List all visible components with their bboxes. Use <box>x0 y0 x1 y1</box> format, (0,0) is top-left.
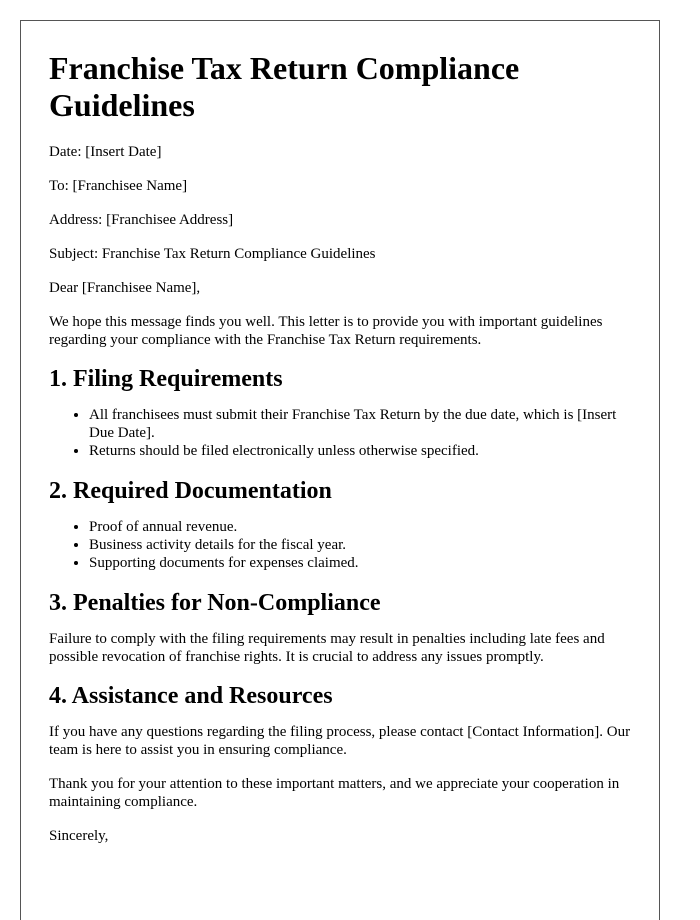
documentation-list <box>49 518 631 572</box>
list-item: • Business activity details for the fiscal year. <box>89 536 631 554</box>
recipient-line: To: [Franchisee Name] <box>49 178 188 194</box>
sign-off: Sincerely, <box>49 828 109 844</box>
closing-paragraph: Thank you for your attention to these important matters, and we appreciate your cooperation in maintaining compliance. <box>49 776 620 810</box>
letter-page <box>20 20 660 920</box>
list-item: • Proof of annual revenue. <box>89 518 631 536</box>
filing-requirements-list <box>49 406 631 460</box>
section-heading-documentation: 2. Required Documentation <box>49 478 332 504</box>
section-heading-penalties: 3. Penalties for Non-Compliance <box>49 590 381 616</box>
subject-line: Subject: Franchise Tax Return Compliance Guidelines <box>49 246 376 262</box>
list-item: • Supporting documents for expenses claimed. <box>89 554 631 572</box>
list-item: • Returns should be filed electronically unless otherwise specified. <box>89 442 631 460</box>
penalties-paragraph: Failure to comply with the filing requirements may result in penalties including late fees and possible revocation of franchise rights. It is crucial to address any issues promptly. <box>49 631 605 665</box>
section-heading-assistance: 4. Assistance and Resources <box>49 683 333 709</box>
address-line: Address: [Franchisee Address] <box>49 212 234 228</box>
section-heading-filing: 1. Filing Requirements <box>49 366 283 392</box>
assistance-paragraph: If you have any questions regarding the filing process, please contact [Contact Information]. Our team is here to assist you in ensuring compliance. <box>49 724 631 758</box>
list-item: • All franchisees must submit their Franchise Tax Return by the due date, which is [Insert Due Date]. <box>89 406 631 442</box>
date-line: Date: [Insert Date] <box>49 144 162 160</box>
salutation: Dear [Franchisee Name], <box>49 280 201 296</box>
intro-paragraph: We hope this message finds you well. This letter is to provide you with important guidelines regarding your compliance with the Franchise Tax Return requirements. <box>49 314 603 348</box>
letter-title: Franchise Tax Return Compliance Guidelines <box>49 50 520 123</box>
